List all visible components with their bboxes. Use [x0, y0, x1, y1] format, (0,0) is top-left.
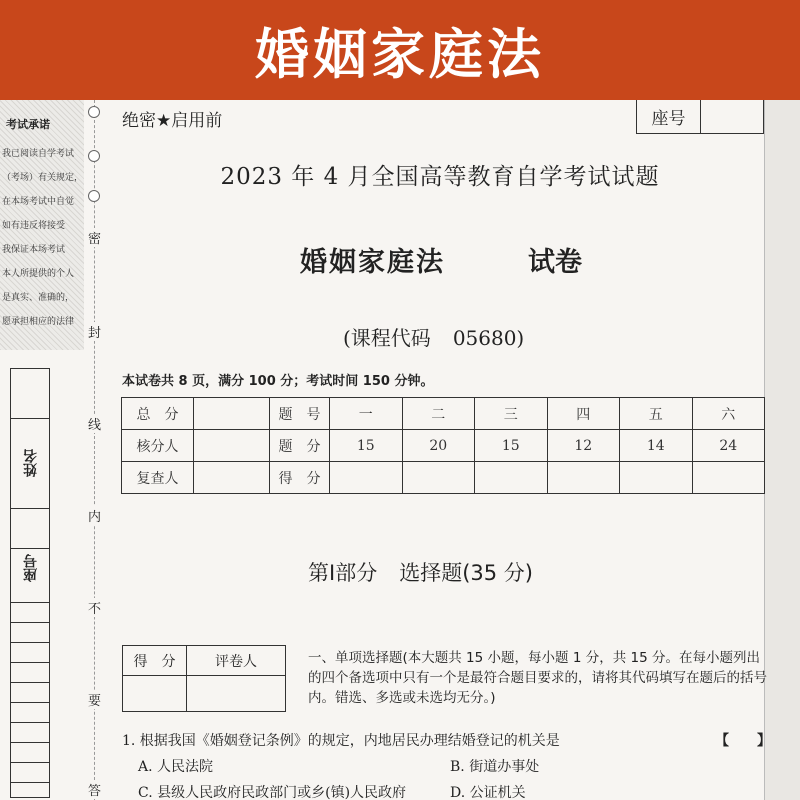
score-label: 得 分: [123, 646, 187, 676]
section-description: 一、单项选择题(本大题共 15 小题，每小题 1 分，共 15 分。在每小题列出的四个备选项中只有一个是最符合题目要求的，请将其代码填写在题后的括号内。错选、多选或未选均无分。): [308, 650, 767, 706]
punch-hole-icon: [88, 106, 100, 118]
exam-title: 2023 年 4 月全国高等教育自学考试试题: [220, 164, 660, 190]
part-name: 选择题(35 分): [399, 561, 533, 585]
info-cell: [11, 763, 49, 783]
pledge-heading: 考试承诺: [6, 118, 50, 131]
table-cell: 六: [692, 398, 765, 430]
score-table: [121, 397, 765, 494]
table-cell: [692, 462, 765, 494]
table-cell: 20: [402, 430, 475, 462]
table-row: [123, 676, 286, 712]
table-cell: 15: [330, 430, 403, 462]
table-cell: 得 分: [270, 462, 330, 494]
seal-char: 封: [88, 322, 101, 341]
seal-char: 内: [88, 506, 101, 525]
info-cell: [11, 369, 49, 419]
table-cell: [475, 462, 548, 494]
table-cell: [187, 676, 286, 712]
table-cell: 14: [620, 430, 693, 462]
banner-title: 婚姻家庭法: [255, 22, 545, 86]
table-row: [123, 646, 286, 676]
info-cell: [11, 743, 49, 763]
info-cell: [11, 509, 49, 549]
info-cell: [11, 643, 49, 663]
table-cell: [194, 430, 270, 462]
option-a: A. 人民法院: [138, 759, 214, 775]
part-title: [308, 557, 533, 587]
seat-number-box: [636, 100, 764, 134]
seat-number-field: [701, 100, 763, 133]
confidential-label: 绝密★启用前: [122, 111, 223, 131]
candidate-info-box: [10, 368, 50, 798]
table-cell: 题 号: [270, 398, 330, 430]
seal-char: 答: [88, 780, 101, 799]
table-row: [122, 430, 765, 462]
seat-number-label: 座号: [637, 100, 701, 133]
name-label: 姓名: [23, 449, 39, 477]
info-cell: [11, 723, 49, 743]
info-cell: [11, 683, 49, 703]
course-code: [343, 322, 524, 351]
grader-table: [122, 645, 286, 712]
table-cell: 总 分: [122, 398, 194, 430]
title-banner: [0, 0, 800, 100]
paper-word: 试卷: [528, 247, 582, 278]
table-cell: 复查人: [122, 462, 194, 494]
seal-char: 线: [88, 414, 101, 433]
exam-pledge-block: [0, 100, 84, 350]
pledge-line: 愿承担相应的法律: [2, 317, 75, 327]
table-cell: 核分人: [122, 430, 194, 462]
part-label: 第Ⅰ部分: [308, 561, 378, 585]
info-cell: [11, 703, 49, 723]
pledge-line: （考场）有关规定，: [2, 173, 84, 183]
exam-paper: [0, 100, 800, 800]
course-code-value: 05680): [452, 326, 525, 350]
info-cell: [11, 549, 49, 603]
table-cell: 15: [475, 430, 548, 462]
table-cell: [402, 462, 475, 494]
pledge-line: 在本场考试中自觉: [2, 197, 75, 207]
table-cell: [194, 462, 270, 494]
option-d: D. 公证机关: [450, 785, 526, 800]
course-code-label: (课程代码: [343, 326, 431, 350]
table-cell: 二: [402, 398, 475, 430]
grader-label: 评卷人: [187, 646, 286, 676]
pledge-line: 如有违反将接受: [2, 221, 66, 231]
option-b: B. 街道办事处: [450, 759, 540, 775]
info-cell: [11, 623, 49, 643]
option-c: C. 县级人民政府民政部门或乡(镇)人民政府: [138, 785, 407, 800]
question-stem: 1. 根据我国《婚姻登记条例》的规定，内地居民办理结婚登记的机关是: [122, 733, 560, 749]
pledge-line: 我已阅读自学考试: [2, 149, 75, 159]
seal-char: 不: [88, 598, 101, 617]
table-cell: 24: [692, 430, 765, 462]
table-cell: [330, 462, 403, 494]
seal-char: 要: [88, 690, 101, 709]
table-row: [122, 462, 765, 494]
table-cell: 五: [620, 398, 693, 430]
table-cell: 四: [547, 398, 620, 430]
exam-notice: 本试卷共 8 页，满分 100 分；考试时间 150 分钟。: [122, 374, 434, 389]
pledge-line: 是真实、准确的，: [2, 293, 75, 303]
seal-char: 密: [88, 228, 101, 247]
table-cell: 12: [547, 430, 620, 462]
table-cell: [194, 398, 270, 430]
table-cell: [620, 462, 693, 494]
table-cell: 三: [475, 398, 548, 430]
answer-bracket: 【 】: [715, 733, 771, 749]
pledge-line: 我保证本场考试: [2, 245, 66, 255]
info-cell: [11, 663, 49, 683]
table-cell: 题 分: [270, 430, 330, 462]
table-cell: [123, 676, 187, 712]
table-row: [122, 398, 765, 430]
pledge-line: 本人所提供的个人: [2, 269, 75, 279]
punch-hole-icon: [88, 190, 100, 202]
table-cell: 一: [330, 398, 403, 430]
paper-title: 婚姻家庭法: [300, 247, 445, 278]
info-cell: [11, 603, 49, 623]
table-cell: [547, 462, 620, 494]
page-edge: [764, 100, 800, 800]
seat-label: 座号: [23, 554, 39, 582]
